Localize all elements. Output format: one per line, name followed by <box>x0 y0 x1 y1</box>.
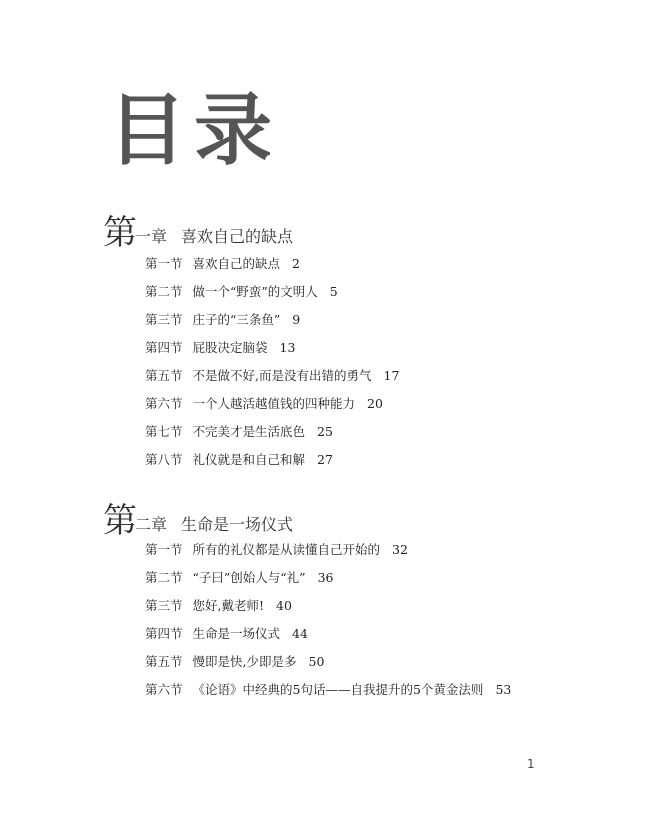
chapter-big-char: 第 <box>103 501 137 541</box>
section-label: 第一节 <box>145 542 183 557</box>
section-title: 慢即是快,少即是多 <box>192 654 297 669</box>
toc-entry[interactable] <box>145 418 399 446</box>
chapter-number: 二章 <box>135 515 168 534</box>
toc-entry[interactable] <box>145 390 399 418</box>
section-page: 17 <box>383 368 400 383</box>
section-label: 第五节 <box>145 654 183 669</box>
section-page: 20 <box>367 396 383 411</box>
chapter-label <box>135 512 293 535</box>
section-page: 32 <box>392 542 408 557</box>
section-label: 第六节 <box>145 396 183 411</box>
section-page: 44 <box>292 626 308 641</box>
section-label: 第八节 <box>145 452 183 467</box>
section-title: 屁股决定脑袋 <box>192 340 268 355</box>
section-title: 您好,戴老师! <box>192 598 265 613</box>
chapter-title: 喜欢自己的缺点 <box>181 227 294 246</box>
section-label: 第三节 <box>145 312 183 327</box>
section-page: 36 <box>317 570 334 585</box>
section-title: 庄子的“三条鱼” <box>192 312 281 327</box>
section-title: 喜欢自己的缺点 <box>192 256 281 271</box>
section-label: 第二节 <box>145 570 183 585</box>
section-page: 50 <box>308 654 325 669</box>
section-list <box>145 250 399 474</box>
section-page: 25 <box>317 424 333 439</box>
toc-entry[interactable] <box>145 334 399 362</box>
toc-entry[interactable] <box>145 648 511 676</box>
section-page: 40 <box>276 598 292 613</box>
section-label: 第三节 <box>145 598 183 613</box>
section-list <box>145 536 511 704</box>
section-label: 第四节 <box>145 626 183 641</box>
section-title: 一个人越活越值钱的四种能力 <box>192 396 356 411</box>
toc-entry[interactable] <box>145 306 399 334</box>
section-page: 9 <box>292 312 301 327</box>
section-page: 53 <box>495 682 512 697</box>
section-title: 不是做不好,而是没有出错的勇气 <box>192 368 372 383</box>
section-label: 第四节 <box>145 340 183 355</box>
toc-entry[interactable] <box>145 446 399 474</box>
section-label: 第七节 <box>145 424 183 439</box>
chapter-label <box>135 224 293 247</box>
section-page: 27 <box>317 452 333 467</box>
section-label: 第五节 <box>145 368 183 383</box>
section-page: 13 <box>279 340 296 355</box>
toc-entry[interactable] <box>145 250 399 278</box>
toc-entry[interactable] <box>145 362 399 390</box>
toc-entry[interactable] <box>145 676 511 704</box>
toc-entry[interactable] <box>145 278 399 306</box>
section-title: 《论语》中经典的5句话——自我提升的5个黄金法则 <box>192 682 484 697</box>
section-title: 不完美才是生活底色 <box>192 424 306 439</box>
page-title: 目录 <box>108 86 281 176</box>
toc-entry[interactable] <box>145 564 511 592</box>
section-label: 第二节 <box>145 284 183 299</box>
section-label: 第一节 <box>145 256 183 271</box>
section-title: “子曰”创始人与“礼” <box>192 570 306 585</box>
section-page: 5 <box>329 284 338 299</box>
toc-entry[interactable] <box>145 592 511 620</box>
section-title: 做一个“野蛮”的文明人 <box>192 284 318 299</box>
page-number: 1 <box>527 757 535 771</box>
chapter-big-char: 第 <box>103 213 137 253</box>
toc-entry[interactable] <box>145 536 511 564</box>
toc-entry[interactable] <box>145 620 511 648</box>
section-title: 礼仪就是和自己和解 <box>192 452 306 467</box>
chapter-number: 一章 <box>135 227 168 246</box>
section-title: 生命是一场仪式 <box>192 626 281 641</box>
section-label: 第六节 <box>145 682 183 697</box>
section-title: 所有的礼仪都是从读懂自己开始的 <box>192 542 381 557</box>
chapter-title: 生命是一场仪式 <box>181 515 294 534</box>
section-page: 2 <box>292 256 300 271</box>
